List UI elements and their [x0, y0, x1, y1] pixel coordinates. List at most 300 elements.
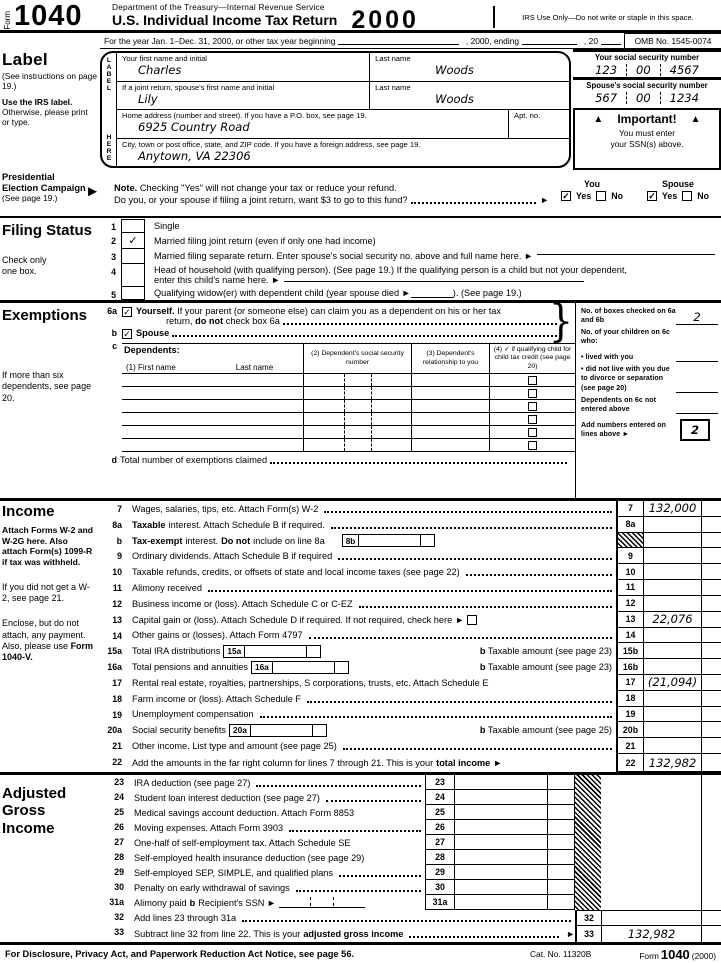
name-address-box — [100, 51, 571, 168]
year-badge: 2000 — [351, 6, 419, 34]
line-6c — [98, 341, 575, 452]
dot-leader — [260, 710, 612, 718]
right-line-number: 8a — [616, 517, 643, 533]
agi-line-28 — [98, 850, 575, 865]
child-name-field[interactable] — [284, 275, 584, 282]
ssn-separator — [344, 426, 345, 438]
spouse-first-name-value[interactable]: Lily — [138, 91, 158, 106]
dependent-name-cell[interactable] — [122, 374, 303, 386]
line-number: 27 — [114, 837, 124, 847]
footer-form-word: Form — [639, 950, 659, 961]
ctc-checkbox[interactable] — [528, 402, 537, 411]
presidential-answers — [549, 170, 721, 216]
form-header — [0, 0, 721, 33]
right-line-number: 9 — [616, 548, 643, 564]
amount-line-13[interactable]: 22,076 — [643, 612, 701, 628]
cents-line-16b[interactable] — [701, 659, 721, 675]
agi-right-line-32 — [575, 910, 721, 925]
filing-status-line-4 — [100, 264, 721, 287]
line-text: Married filing separate return. Enter spouse's social security no. above and full name here. ► — [154, 251, 534, 262]
line-number: 4 — [111, 266, 116, 277]
box-8b-value[interactable] — [359, 535, 421, 546]
tax-year-prefix: For the year Jan. 1–Dec. 31, 2000, or other tax year beginning — [104, 35, 336, 46]
cents-line-28[interactable] — [547, 850, 575, 865]
right-line-number: 13 — [616, 612, 643, 628]
box-15a-cents[interactable] — [307, 646, 320, 657]
single-checkbox[interactable] — [121, 219, 145, 233]
cents-line-7[interactable] — [701, 501, 721, 517]
line-text: One-half of self-employment tax. Attach Schedule SE — [134, 837, 351, 848]
ctc-checkbox[interactable] — [528, 376, 537, 385]
dependent-name-cell[interactable] — [122, 387, 303, 399]
enclose-note: Enclose, but do not attach, any payment. Also, please use — [2, 618, 86, 651]
ctc-checkbox[interactable] — [528, 389, 537, 398]
dependent-ssn-cell[interactable] — [303, 387, 411, 399]
line-number: 7 — [117, 504, 122, 514]
dot-leader — [256, 779, 421, 787]
dot-leader — [324, 505, 612, 513]
amount-line-17[interactable]: (21,094) — [643, 675, 701, 691]
mid-line-number: 29 — [425, 865, 455, 880]
taxable-label: Taxable — [132, 519, 166, 530]
box-15a-value[interactable] — [245, 646, 307, 657]
dot-leader — [359, 600, 612, 608]
boxes-checked-value[interactable]: 2 — [676, 310, 718, 325]
dependents-header-row — [122, 344, 575, 374]
line-number: 8a — [112, 519, 122, 530]
agi-gutter — [0, 775, 98, 942]
line-number: 16a — [107, 662, 122, 673]
ctc-checkbox[interactable] — [528, 428, 537, 437]
one-box-note: one box. — [2, 266, 37, 277]
tax-year-begin-field[interactable] — [338, 33, 459, 45]
income-line-21 — [98, 738, 721, 754]
box-15a-label: 15a — [224, 646, 245, 657]
right-line-number: 15b — [616, 643, 643, 659]
otherwise-note: Otherwise, please print or type. — [2, 106, 88, 127]
line-number: c — [112, 341, 117, 351]
line-text: Moving expenses. Attach Form 3903 — [134, 822, 284, 833]
line-text: Add the amounts in the far right column for lines 7 through 21. This is your — [132, 758, 434, 768]
line-6d — [98, 455, 575, 465]
amount-line-26[interactable] — [455, 820, 547, 835]
dot-leader — [339, 869, 421, 877]
dependent-ssn-cell[interactable] — [303, 426, 411, 438]
footer-form-number: 1040 — [660, 946, 690, 962]
amount-line-24[interactable] — [455, 790, 547, 805]
city-label: City, town or post office, state, and ZIP code. If you have a foreign address, see page 19. — [122, 139, 421, 149]
tax-year-end-field[interactable] — [522, 33, 577, 45]
line-number: b — [111, 328, 117, 338]
agi-line-23 — [98, 775, 575, 790]
presidential-section — [0, 170, 721, 218]
dependent-name-cell[interactable] — [122, 439, 303, 451]
cents-line-22[interactable] — [701, 754, 721, 772]
taxable-amount-label: Taxable amount (see page 25) — [487, 725, 612, 736]
ssn-part3: 4567 — [669, 62, 699, 77]
ssn-part3: 1234 — [669, 90, 699, 105]
label-vertical-text: LABEL — [105, 57, 113, 92]
ssn-separator — [371, 426, 372, 438]
important-box — [573, 108, 721, 170]
home-address-value[interactable]: 6925 Country Road — [138, 120, 250, 134]
b-label: b — [479, 646, 486, 657]
line-text: Ordinary dividends. Attach Schedule B if required — [132, 551, 333, 562]
right-line-number: 7 — [616, 501, 643, 517]
qualifying-widow-checkbox[interactable] — [121, 287, 145, 300]
label-gutter — [0, 49, 100, 170]
line-number: 28 — [114, 852, 124, 862]
income-line-7 — [98, 501, 721, 517]
ctc-checkbox[interactable] — [528, 441, 537, 450]
amount-line-30[interactable] — [455, 880, 547, 895]
cents-line-10[interactable] — [701, 564, 721, 580]
exemptions-section — [0, 295, 721, 501]
important-title: Important! — [617, 112, 677, 126]
catalog-number: Cat. No. 11320B — [530, 949, 592, 959]
amount-line-16b[interactable] — [643, 659, 701, 675]
agi-line-24 — [98, 790, 575, 805]
cents-line-12[interactable] — [701, 596, 721, 612]
dependent-relationship-cell[interactable] — [411, 413, 489, 425]
page-footer — [0, 942, 721, 963]
amount-line-32[interactable] — [601, 911, 701, 925]
ssn-separator — [371, 413, 372, 425]
line-number: 29 — [114, 867, 124, 877]
dependent-ctc-cell[interactable] — [489, 439, 575, 451]
filing-status-gutter — [0, 218, 100, 300]
cents-line-29[interactable] — [547, 865, 575, 880]
amount-line-31a[interactable] — [455, 895, 547, 910]
no-label: No — [697, 191, 709, 201]
dependent-relationship-cell[interactable] — [411, 439, 489, 451]
did-not-live-label: • did not live with you due to divorce or separation (see page 20) — [581, 366, 670, 392]
note-label: Note. — [114, 183, 138, 193]
line-text: interest. Attach Schedule B if required. — [168, 519, 325, 530]
right-line-number: 21 — [616, 738, 643, 754]
ssn-separator — [371, 439, 372, 451]
cents-line-14[interactable] — [701, 628, 721, 644]
check-only-note: Check only — [2, 255, 47, 265]
amount-line-11[interactable] — [643, 580, 701, 596]
cents-line-8a[interactable] — [701, 517, 721, 533]
box-16a-value[interactable] — [273, 662, 335, 673]
line-number: d — [111, 455, 117, 465]
filing-status-line-2 — [100, 233, 721, 248]
dependent-ctc-cell[interactable] — [489, 374, 575, 386]
dependent-relationship-cell[interactable] — [411, 400, 489, 412]
box-20a-value[interactable] — [251, 725, 313, 736]
tax-year-end2-field[interactable] — [601, 33, 621, 45]
right-line-number: 33 — [575, 926, 601, 942]
box-20a-cents[interactable] — [313, 725, 326, 736]
tax-year-mid: , 2000, ending — [465, 35, 520, 46]
dependent-row — [122, 413, 575, 426]
dot-leader — [307, 695, 612, 703]
dependent-name-cell[interactable] — [122, 426, 303, 438]
amount-line-7[interactable]: 132,000 — [643, 501, 701, 517]
cents-line-17[interactable] — [701, 675, 721, 691]
right-line-number: 16b — [616, 659, 643, 675]
ssn-separator — [344, 400, 345, 412]
income-line-16 — [98, 659, 721, 675]
do-not-label: Do not — [221, 535, 251, 546]
hatched-band — [575, 775, 601, 910]
line-text: Qualifying widow(er) with dependent child (year spouse died ► — [154, 288, 411, 299]
amount-line-12[interactable] — [643, 596, 701, 612]
dependent-ssn-cell[interactable] — [303, 374, 411, 386]
income-section — [0, 501, 721, 775]
cents-line-13[interactable] — [701, 612, 721, 628]
dot-leader — [309, 631, 612, 639]
spouse-last-name-label: Last name — [375, 82, 411, 92]
cents-line-20b[interactable] — [701, 722, 721, 738]
line-6a-text3: check box 6a — [225, 316, 280, 326]
dependent-row — [122, 426, 575, 439]
line-number: 5 — [111, 289, 116, 300]
dotted-entry-line[interactable] — [343, 742, 612, 750]
agi-heading-3: Income — [2, 819, 55, 837]
married-joint-checkbox[interactable]: ✓ — [121, 233, 145, 248]
you-column-header: You — [584, 179, 600, 189]
hatched-cell — [616, 533, 643, 549]
agi-heading-1: Adjusted — [2, 785, 67, 802]
box-16a-cents[interactable] — [335, 662, 348, 673]
income-line-18 — [98, 691, 721, 707]
no-label: No — [611, 191, 623, 201]
b-label: b — [479, 662, 486, 673]
cents-line-21[interactable] — [701, 738, 721, 754]
dependents-not-entered-label: Dependents on 6c not entered above — [581, 396, 657, 413]
spouse-name-field[interactable] — [537, 254, 715, 255]
line-text-2: ). (See page 19.) — [452, 288, 522, 299]
dot-leader — [270, 456, 567, 464]
label-fields — [117, 53, 569, 166]
dependent-ssn-cell[interactable] — [303, 439, 411, 451]
important-note-1: You must enter — [618, 128, 676, 138]
exemptions-body — [98, 295, 575, 498]
cents-line-25[interactable] — [547, 805, 575, 820]
lived-with-you-label: • lived with you — [581, 354, 634, 362]
right-line-number: 10 — [616, 564, 643, 580]
dot-leader — [296, 884, 421, 892]
cents-line-18[interactable] — [701, 691, 721, 707]
ctc-checkbox[interactable] — [528, 415, 537, 424]
amount-line-15b[interactable] — [643, 643, 701, 659]
line-text: Alimony received — [132, 582, 202, 593]
cents-line-24[interactable] — [547, 790, 575, 805]
cents-line-26[interactable] — [547, 820, 575, 835]
line-text: Wages, salaries, tips, etc. Attach Form(s) W-2 — [132, 503, 319, 514]
line-number: 11 — [112, 583, 122, 594]
income-line-12 — [98, 596, 721, 612]
spouse-yes-checkbox[interactable]: ✓ — [648, 190, 656, 201]
amount-line-10[interactable] — [643, 564, 701, 580]
cents-line-30[interactable] — [547, 880, 575, 895]
dot-leader — [331, 521, 612, 529]
amount-line-22[interactable]: 132,982 — [643, 754, 701, 772]
box-20a-label: 20a — [230, 725, 251, 736]
dependent-row — [122, 400, 575, 413]
mid-line-number: 28 — [425, 850, 455, 865]
line-number: 31a — [109, 897, 124, 907]
line-text: interest. — [185, 535, 219, 546]
filing-status-section — [0, 218, 721, 303]
cents-line-27[interactable] — [547, 835, 575, 850]
married-separate-checkbox[interactable] — [121, 249, 145, 264]
mid-line-number: 31a — [425, 895, 455, 910]
ssn-part1: 567 — [595, 90, 618, 105]
amount-line-23[interactable] — [455, 775, 547, 790]
filing-status-heading: Filing Status — [2, 222, 92, 239]
label-heading: Label — [2, 50, 48, 69]
mid-line-number: 25 — [425, 805, 455, 820]
box-16a-label: 16a — [252, 662, 273, 673]
line-text: Social security benefits — [132, 725, 226, 736]
col2-ssn-header: (2) Dependent's social security number — [311, 350, 404, 366]
cents-line-33[interactable] — [701, 926, 721, 942]
you-no-checkbox[interactable] — [596, 191, 606, 201]
dependent-ctc-cell[interactable] — [489, 400, 575, 412]
total-exemptions-value[interactable]: 2 — [680, 419, 710, 441]
presidential-body — [100, 170, 549, 216]
amount-line-19[interactable] — [643, 707, 701, 723]
line-6b — [98, 328, 575, 339]
presidential-title-1: Presidential — [2, 172, 55, 182]
amount-line-14[interactable] — [643, 628, 701, 644]
mid-line-number: 24 — [425, 790, 455, 805]
cents-line-9[interactable] — [701, 548, 721, 564]
form-id — [0, 0, 112, 30]
ssn-separator — [371, 400, 372, 412]
line-number: b — [116, 535, 122, 546]
dependent-relationship-cell[interactable] — [411, 426, 489, 438]
first-name-value[interactable]: Charles — [138, 63, 182, 77]
spouse-label: Spouse — [136, 328, 170, 338]
line-number: 33 — [114, 927, 124, 937]
amount-line-25[interactable] — [455, 805, 547, 820]
dependent-name-cell[interactable] — [122, 400, 303, 412]
cents-line-32[interactable] — [701, 911, 721, 925]
agi-section — [0, 775, 721, 942]
exemptions-heading: Exemptions — [2, 307, 88, 324]
filing-status-line-5 — [100, 287, 721, 300]
dependent-ssn-cell[interactable] — [303, 400, 411, 412]
ssn-separator — [626, 64, 627, 76]
cents-line-23[interactable] — [547, 775, 575, 790]
lived-with-you-value[interactable] — [676, 349, 718, 362]
amount-line-33[interactable]: 132,982 — [601, 926, 701, 942]
dependent-name-cell[interactable] — [122, 413, 303, 425]
dependent-ctc-cell[interactable] — [489, 387, 575, 399]
amount-line-20b[interactable] — [643, 722, 701, 738]
amount-line-8a[interactable] — [643, 517, 701, 533]
dependent-ctc-cell[interactable] — [489, 426, 575, 438]
cents-line-11[interactable] — [701, 580, 721, 596]
ssn-separator — [333, 897, 334, 906]
you-yes-checkbox[interactable]: ✓ — [562, 190, 570, 201]
important-note-2: your SSN(s) above. — [610, 138, 684, 149]
city-value[interactable]: Anytown, VA 22306 — [138, 148, 251, 163]
cents-line-15b[interactable] — [701, 643, 721, 659]
cents-line-31a[interactable] — [547, 895, 575, 910]
spouse-ssn-value[interactable] — [573, 90, 721, 105]
agi-line-29 — [98, 865, 575, 880]
right-line-number: 18 — [616, 691, 643, 707]
your-ssn-value[interactable] — [573, 62, 721, 77]
spouse-no-checkbox[interactable] — [682, 191, 692, 201]
did-not-live-value[interactable] — [676, 380, 718, 393]
no-w2-note: If you did not get a W-2, see page 21. — [2, 581, 90, 604]
exemptions-margin-column — [575, 303, 721, 498]
line-text: Head of household (with qualifying person). (See page 19.) If the qualifying person is a child but not your dependent, — [154, 264, 627, 275]
ssn-part1: 123 — [595, 62, 618, 77]
ssn-separator — [310, 897, 311, 906]
income-gutter — [0, 501, 98, 772]
recipient-ssn-field[interactable] — [279, 897, 365, 908]
header-title-block — [112, 0, 493, 34]
line-number: 25 — [114, 807, 124, 817]
cents-line-8b — [701, 533, 721, 549]
line-text: Unemployment compensation — [132, 709, 254, 720]
col3-relationship-header: (3) Dependent's relationship to you — [422, 350, 479, 366]
ssn-separator — [371, 387, 372, 399]
ssn-separator — [344, 439, 345, 451]
amount-line-27[interactable] — [455, 835, 547, 850]
ssn-separator — [660, 92, 661, 104]
agi-lines — [98, 775, 575, 942]
head-household-checkbox[interactable] — [121, 264, 145, 287]
amount-line-28[interactable] — [455, 850, 547, 865]
income-line-13 — [98, 612, 721, 628]
form-title: U.S. Individual Income Tax Return — [112, 12, 338, 28]
dependent-relationship-cell[interactable] — [411, 387, 489, 399]
ssn-part2: 00 — [636, 62, 651, 77]
last-name-label: Last name — [375, 54, 411, 63]
filing-status-line-3 — [100, 249, 721, 264]
amount-line-29[interactable] — [455, 865, 547, 880]
dependents-not-entered-value[interactable] — [676, 401, 718, 414]
dependent-ssn-cell[interactable] — [303, 413, 411, 425]
col1-last-name-header: Last name — [235, 363, 274, 372]
spouse-checkbox[interactable]: ✓ — [123, 328, 131, 339]
line-text: Other income. List type and amount (see page 25) — [132, 741, 337, 752]
warning-triangle-icon: ▲ — [593, 113, 604, 125]
amount-line-9[interactable] — [643, 548, 701, 564]
schedule-d-not-required-checkbox[interactable] — [467, 615, 477, 625]
box-8b-cents[interactable] — [421, 535, 434, 546]
dependent-ctc-cell[interactable] — [489, 413, 575, 425]
right-line-number: 12 — [616, 596, 643, 612]
year-died-field[interactable] — [411, 289, 453, 298]
dependent-relationship-cell[interactable] — [411, 374, 489, 386]
spouse-last-name-value[interactable]: Woods — [435, 91, 474, 106]
dot-leader — [172, 329, 557, 337]
amount-line-18[interactable] — [643, 691, 701, 707]
line-number: 14 — [112, 630, 122, 641]
apt-no-label: Apt. no. — [514, 111, 541, 120]
cents-line-19[interactable] — [701, 707, 721, 723]
income-line-14 — [98, 628, 721, 644]
amount-line-21[interactable] — [643, 738, 701, 754]
yourself-checkbox[interactable]: ✓ — [123, 306, 131, 317]
use-irs-label-note: Use the IRS label. — [2, 96, 73, 107]
last-name-value[interactable]: Woods — [435, 63, 474, 77]
line-number: 19 — [112, 709, 122, 720]
col1-first-name-header: (1) First name — [126, 363, 176, 372]
dot-leader — [466, 568, 612, 576]
warning-triangle-icon: ▲ — [690, 113, 701, 125]
